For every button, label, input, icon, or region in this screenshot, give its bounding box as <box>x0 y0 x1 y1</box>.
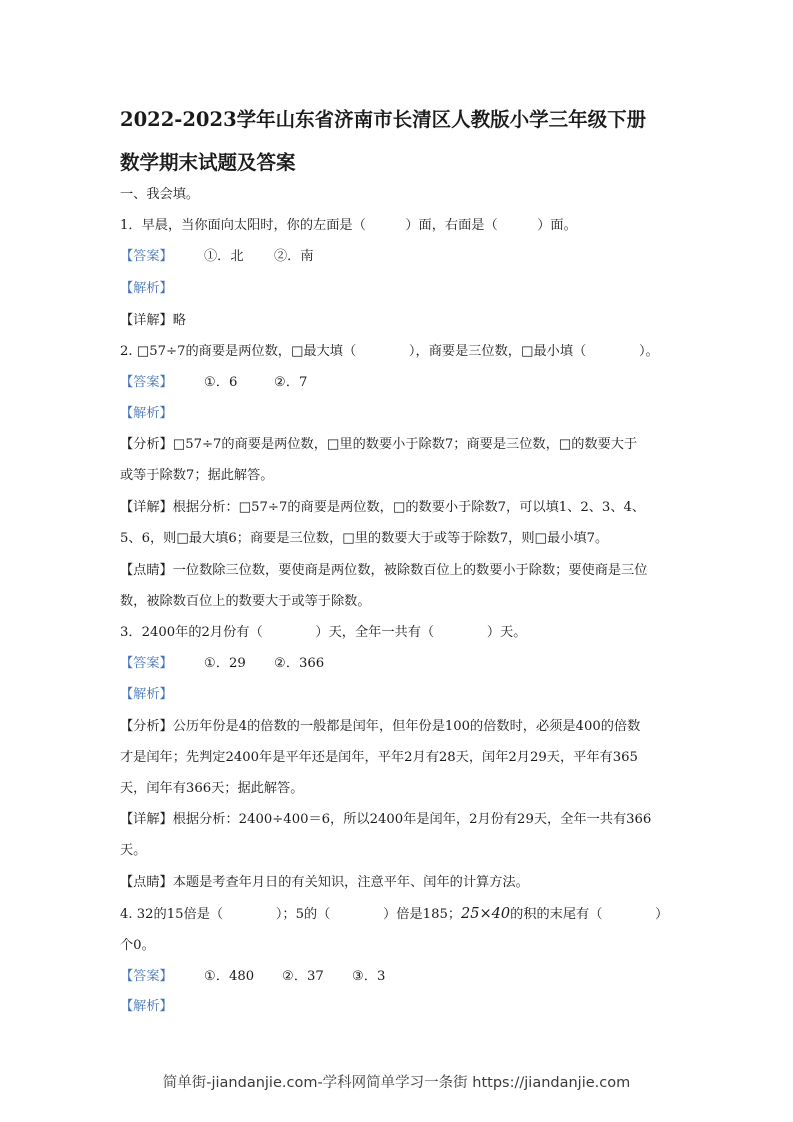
q3-analysis-text-1: 公历年份是4的倍数的一般都是闰年，但年份是100的倍数时，必须是400的倍数 <box>172 719 641 734</box>
q1-detail <box>120 312 186 330</box>
analysis-label: 【分析】 <box>120 719 173 734</box>
q4-answer-2: ②．37 <box>282 969 324 984</box>
q2-answer-label: 【答案】 <box>120 375 173 390</box>
doc-title-line1: 2022-2023学年山东省济南市长清区人教版小学三年级下册 <box>120 108 647 131</box>
q1-analysis-label: 【解析】 <box>120 281 173 296</box>
analysis-label: 【分析】 <box>120 437 173 452</box>
q3-analysis-1 <box>120 718 640 736</box>
q4-answer-1: ①．480 <box>204 969 255 984</box>
q2-analysis-label: 【解析】 <box>120 406 173 421</box>
q2-detail-text-1: 根据分析：□57÷7的商要是两位数，□的数要小于除数7，可以填1、2、3、4、 <box>172 500 646 515</box>
q2-comment-2: 数，被除数百位上的数要大于或等于除数。 <box>120 594 371 609</box>
q1-answer-1: ①．北 <box>204 249 244 264</box>
q4-text-b: 的积的末尾有（ ） <box>510 907 669 922</box>
q3-comment-text-1: 本题是考查年月日的有关知识，注意平年、闰年的计算方法。 <box>172 875 529 890</box>
doc-title-line2: 数学期末试题及答案 <box>120 151 296 174</box>
q4-answer-3: ③．3 <box>352 969 386 984</box>
q2-answer-2: ②．7 <box>274 375 308 390</box>
q1-answer-label: 【答案】 <box>120 249 173 264</box>
q2-detail-1 <box>120 499 645 517</box>
q1-detail-text: 略 <box>172 313 186 328</box>
q3-answer-2: ②．366 <box>274 656 325 671</box>
q3-answer-label: 【答案】 <box>120 656 173 671</box>
q4-answer-label: 【答案】 <box>120 969 173 984</box>
q2-text: 2. □57÷7的商要是两位数，□最大填（ ），商要是三位数，□最小填（ ）。 <box>120 344 659 359</box>
q2-analysis-2: 或等于除数7；据此解答。 <box>120 468 274 483</box>
q3-detail-text-1: 根据分析：2400÷400＝6，所以2400年是闰年，2月份有29天，全年一共有366 <box>172 812 652 827</box>
comment-label: 【点睛】 <box>120 875 173 890</box>
q1-answer-2: ②．南 <box>274 249 314 264</box>
q2-analysis-text-1: □57÷7的商要是两位数，□里的数要小于除数7；商要是三位数，□的数要大于 <box>172 437 638 452</box>
detail-label: 【详解】 <box>120 500 173 515</box>
q3-detail-2: 天。 <box>120 843 147 858</box>
q4-text-a: 4. 32的15倍是（ ）；5的（ ）倍是185； <box>120 907 462 922</box>
q2-comment-text-1: 一位数除三位数，要使商是两位数，被除数百位上的数要小于除数；要使商是三位 <box>172 563 648 578</box>
q2-detail-2: 5、6，则□最大填6；商要是三位数，□里的数要大于或等于除数7，则□最小填7。 <box>120 531 609 546</box>
q3-answer-1: ①．29 <box>204 656 246 671</box>
detail-label: 【详解】 <box>120 812 173 827</box>
q2-analysis-1 <box>120 436 637 454</box>
q3-analysis-label: 【解析】 <box>120 687 173 702</box>
detail-label: 【详解】 <box>120 313 173 328</box>
q3-text: 3．2400年的2月份有（ ）天，全年一共有（ ）天。 <box>120 625 527 640</box>
q4-analysis-label: 【解析】 <box>120 999 173 1014</box>
q4-text <box>120 905 668 924</box>
q4-text-2: 个0。 <box>120 938 155 953</box>
comment-label: 【点睛】 <box>120 563 173 578</box>
q3-analysis-2: 才是闰年；先判定2400年是平年还是闰年，平年2月有28天，闰年2月29天，平年有365 <box>120 750 638 765</box>
q2-comment-1 <box>120 562 648 580</box>
q4-math-expression: 25×40 <box>461 906 511 922</box>
q3-detail-1 <box>120 811 651 829</box>
q1-text: 1．早晨，当你面向太阳时，你的左面是（ ）面，右面是（ ）面。 <box>120 218 577 233</box>
q2-answer-1: ①．6 <box>204 375 238 390</box>
q3-analysis-3: 天，闰年有366天；据此解答。 <box>120 781 304 796</box>
page-footer: 简单街-jiandanjie.com-学科网简单学习一条街 https://jiandanjie.com <box>162 1075 631 1091</box>
q3-comment-1 <box>120 874 529 892</box>
section-heading: 一、我会填。 <box>120 187 200 202</box>
